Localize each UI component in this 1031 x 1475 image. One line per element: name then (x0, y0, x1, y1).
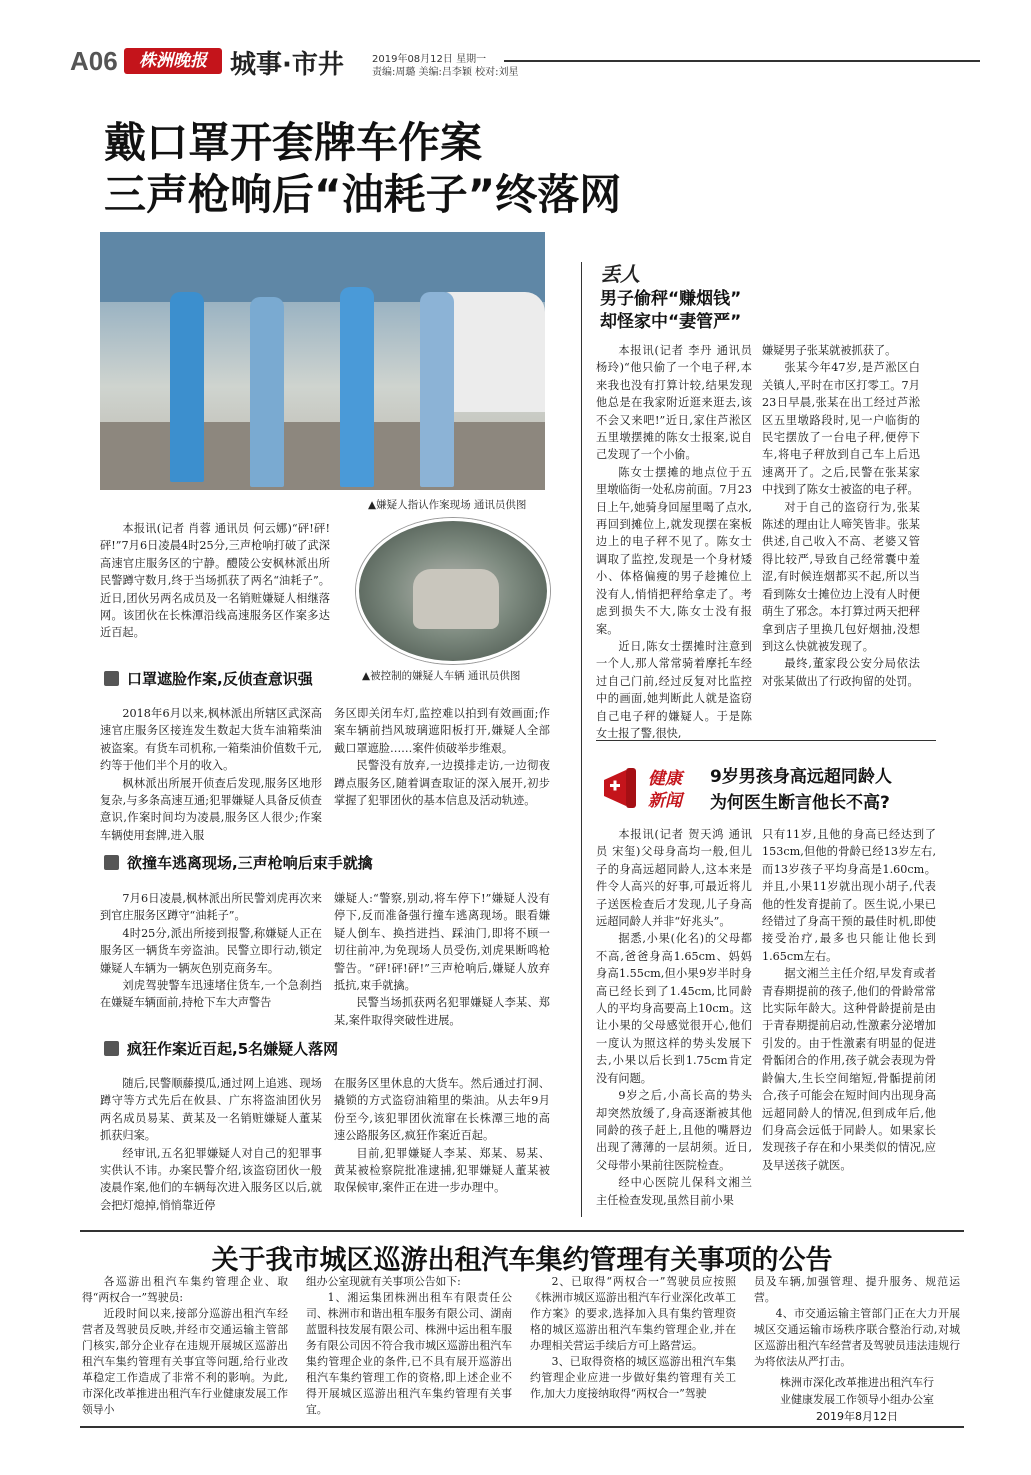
paragraph: 据悉,小果(化名)的父母都不高,爸爸身高1.65cm、妈妈身高1.55cm,但小果9岁半时身高已经长到了1.45cm,比同龄人的平均身高要高上10cm。这让小果的父母感觉很开心,他们一度认为照这样的势头发展下去,小果以后长到1.75cm肯定没有问题。 (596, 932, 752, 1085)
paragraph: 4、市交通运输主管部门正在大力开展城区交通运输市场秩序联合整治行动,对城区巡游出租汽车经营者及驾驶员违法违规行为将依法从严打击。 (754, 1307, 960, 1368)
health-news-badge (600, 760, 696, 812)
page-header (70, 44, 980, 80)
police-figure-2 (420, 292, 454, 487)
paragraph: 民警没有放弃,一边摸排走访,一边彻夜蹲点服务区,随着调查取证的深入展开,初步掌握了犯罪团伙的基本信息及活动轨迹。 (334, 759, 550, 808)
notice-col-4 (754, 1274, 960, 1370)
health-badge-line-2: 新闻 (648, 791, 682, 811)
paragraph: 只有11岁,且他的身高已经达到了153cm,但他的骨龄已经13岁左右,而13岁孩子平均身高是1.60cm。并且,小果11岁就出现小胡子,代表他的性发育提前了。医生说,小果已经错过了身高干预的最佳时机,即使接受治疗,最多也只能让他长到1.65cm左右。 (762, 828, 936, 963)
paragraph: 随后,民警顺藤摸瓜,通过网上追逃、现场蹲守等方式先后在攸县、广东将盗油团伙另两名成员易某、黄某及一名销赃嫌疑人董某抓获归案。 (100, 1077, 322, 1143)
paragraph: 近段时间以来,接部分巡游出租汽车经营者及驾驶员反映,并经市交通运输主管部门核实,部分企业存在违规开展城区巡游出租汽车集约管理有关事宜等问题,给行业改革稳定工作造成了非常不利的影响。为此,市深化改革推进出租汽车行业健康发展工作领导小 (82, 1307, 288, 1416)
vehicle-shape (413, 569, 499, 629)
suspect-figure-2 (340, 287, 374, 487)
square-bullet-icon (104, 671, 119, 686)
paragraph: 嫌疑男子张某就被抓获了。 (762, 344, 897, 357)
newspaper-logo: 株洲晚报 (124, 48, 222, 74)
notice-title: 关于我市城区巡游出租汽车集约管理有关事项的公告 (211, 1245, 833, 1276)
paragraph: 陈女士摆摊的地点位于五里墩临街一处私房前面。7月23日上午,她骑身回屋里喝了点水,再回到摊位上,就发现摆在案板边上的电子秤不见了。陈女士调取了监控,发现是一个身材矮小、体格偏瘦的男子趁摊位上没有人,悄悄把秤给拿走了。考虑到损失不大,陈女士没有报案。 (596, 465, 752, 636)
section3-heading (104, 1038, 338, 1059)
paragraph: 民警当场抓获两名犯罪嫌疑人李某、郑某,案件取得突破性进展。 (334, 996, 550, 1027)
lose-title-line-2: 却怪家中“妻管严” (600, 312, 742, 332)
paragraph: 组办公室现就有关事项公告如下: (306, 1275, 461, 1288)
paragraph: 本报讯(记者 李丹 通讯员 杨玲)“他只偷了一个电子秤,本来我也没有打算计较,结果发现他总是在我家附近逛来逛去,该不会又来吧!”近日,家住芦淞区五里墩摆摊的陈女士报案,说自己发现了一个小偷。 (596, 344, 752, 462)
column-divider (581, 262, 582, 1217)
road-area (100, 422, 545, 490)
health-title-line-1: 9岁男孩身高远超同龄人 (710, 767, 892, 787)
health-title-line-2: 为何医生断言他长不高? (710, 793, 890, 813)
signature-date: 2019年8月12日 (816, 1410, 898, 1423)
paragraph: 经审讯,五名犯罪嫌疑人对自己的犯罪事实供认不讳。办案民警介绍,该盗窃团伙一般凌晨作案,他们的车辆每次进入服务区以后,就会把灯熄掉,悄悄靠近停 (100, 1146, 322, 1212)
health-badge-line-1: 健康 (648, 769, 682, 789)
paragraph: 本报讯(记者 贺天鸿 通讯员 宋玺)父母身高均一般,但儿子的身高远超同龄人,这本来是件令人高兴的好事,可最近将儿子送医检查后才发现,儿子身高远超同龄人并非“好兆头”。 (596, 828, 752, 929)
notice-col-3 (530, 1274, 736, 1402)
paragraph: 经中心医院儿保科文湘兰主任检查发现,虽然目前小果 (596, 1176, 752, 1207)
headline-line-2: 三声枪响后“油耗子”终落网 (104, 170, 622, 219)
photo2-caption: ▲被控制的嫌疑人车辆 通讯员供图 (362, 670, 521, 682)
headline-line-1: 戴口罩开套牌车作案 (104, 118, 483, 167)
section2-heading-text: 欲撞车逃离现场,三声枪响后束手就擒 (127, 854, 373, 872)
intro-text: 本报讯(记者 肖蓉 通讯员 何云娜)“砰!砰!砰!”7月6日凌晨4时25分,三声枪响打破了武深高速官庄服务区的宁静。醴陵公安枫林派出所民警蹲守数月,终于当场抓获了两名“油耗子”。近日,团伙另两名成员及一名销赃嫌疑人相继落网。该团伙在长株潭沿线高速服务区作案多达近百起。 (100, 522, 330, 640)
paragraph: 1、湘运集团株洲出租车有限责任公司、株洲市和谐出租车服务有限公司、湖南蓝盟科技发展有限公司、株洲中运出租车服务有限公司因不符合我市城区巡游出租汽车集约管理企业的条件,已不具有展开巡游出租汽车集约管理工作的资格,即上述企业不得开展城区巡游出租汽车集约管理有关事宜。 (306, 1291, 512, 1416)
section1-heading (104, 668, 313, 689)
section2-col-right (334, 890, 550, 1029)
staff-line: 责编:周璐 美编:吕李颖 校对:刘星 (372, 67, 519, 78)
paragraph: 枫林派出所展开侦查后发现,服务区地形复杂,与多条高速互通;犯罪嫌疑人具备反侦查意识,作案时间均为凌晨,服务区人很少;作案车辆使用套牌,进入服 (100, 776, 322, 842)
paragraph: 3、已取得资格的城区巡游出租汽车集约管理企业应进一步做好集约管理有关工作,加大力度接纳取得“两权合一”驾驶 (530, 1355, 736, 1400)
header-rule (504, 60, 980, 62)
intro-paragraph (100, 520, 330, 642)
paragraph: 2、已取得“两权合一”驾驶员应按照《株洲市城区巡游出租汽车行业深化改革工作方案》的要求,选择加入具有集约管理资格的城区巡游出租汽车集约管理企业,并在办理相关营运手续后方可上路营运。 (530, 1275, 736, 1352)
lose-tag-icon: 丢人 (600, 262, 640, 286)
paragraph: 对于自己的盗窃行为,张某陈述的理由让人啼笑皆非。张某供述,自己收入不高、老婆又管得比较严,导致自己经常囊中羞涩,有时候连烟都买不起,所以当看到陈女士摊位边上没有人时便萌生了邪念。本打算过两天把秤拿到店子里换几包好烟抽,没想到这么快就被发现了。 (762, 500, 920, 653)
square-bullet-icon (104, 855, 119, 870)
notice-signature (754, 1374, 960, 1425)
section1-col-left (100, 705, 322, 844)
section3-heading-text: 疯狂作案近百起,5名嫌疑人落网 (127, 1040, 339, 1058)
section2-heading (104, 852, 373, 873)
paragraph: 9岁之后,小高长高的势头却突然放缓了,身高逐渐被其他同龄的孩子赶上,且他的嘴唇边出现了薄薄的一层胡须。近日,父母带小果前往医院检查。 (596, 1089, 752, 1172)
lose-col-left (596, 342, 752, 742)
suspect-scene-photo (100, 232, 545, 490)
paragraph: 嫌疑人:“警察,别动,将车停下!”嫌疑人没有停下,反而准备强行撞车逃离现场。眼看嫌疑人倒车、换挡进挡、踩油门,即将不顾一切往前冲,为免现场人员受伤,刘虎果断鸣枪警告。“砰!砰!砰!”三声枪响后,嫌疑人放弃抵抗,束手就擒。 (334, 892, 550, 993)
paragraph: 7月6日凌晨,枫林派出所民警刘虎再次来到官庄服务区蹲守“油耗子”。 (100, 892, 322, 923)
paragraph: 各巡游出租汽车集约管理企业、取得“两权合一”驾驶员: (82, 1275, 288, 1304)
photo1-caption: ▲嫌疑人指认作案现场 通讯员供图 (368, 499, 527, 511)
notice-col-2 (306, 1274, 512, 1418)
paragraph: 务区即关闭车灯,监控难以拍到有效画面;作案车辆前挡风玻璃遮阳板打开,嫌疑人全部戴口罩遮脸……案件侦破举步维艰。 (334, 707, 550, 755)
paragraph: 近日,陈女士摆摊时注意到一个人,那人常常骑着摩托车经过自己门前,经过反复对比监控中的画面,她判断此人就是盗窃自己电子秤的嫌疑人。于是陈女士报了警,很快, (596, 639, 752, 740)
suspect-vehicle-photo (356, 518, 550, 664)
paragraph: 张某今年47岁,是芦淞区白关镇人,平时在市区打零工。7月23日早晨,张某在出工经过芦淞区五里墩路段时,见一户临街的民宅摆放了一台电子秤,便停下车,将电子秤放到自己车上后迅速离开了。之后,民警在张某家中找到了陈女士被盗的电子秤。 (762, 361, 920, 497)
health-col-right (762, 826, 936, 1174)
public-notice (80, 1230, 964, 1428)
health-col-left (596, 826, 752, 1209)
megaphone-icon (600, 766, 648, 810)
section1-heading-text: 口罩遮脸作案,反侦查意识强 (127, 670, 313, 688)
lose-col-right (762, 342, 920, 690)
article-divider (596, 740, 936, 741)
paragraph: 目前,犯罪嫌疑人李某、郑某、易某、黄某被检察院批准逮捕,犯罪嫌疑人董某被取保候审,案件正在进一步办理中。 (334, 1146, 550, 1195)
square-bullet-icon (104, 1041, 119, 1056)
paragraph: 在服务区里休息的大货车。然后通过打洞、撬锁的方式盗窃油箱里的柴油。从去年9月份至今,该犯罪团伙流窜在长株潭三地的高速公路服务区,疯狂作案近百起。 (334, 1077, 550, 1143)
paragraph: 刘虎驾驶警车迅速堵住货车,一个急刹挡在嫌疑车辆面前,持枪下车大声警告 (100, 979, 322, 1010)
paragraph: 4时25分,派出所接到报警,称嫌疑人正在服务区一辆货车旁盗油。民警立即行动,锁定嫌疑人车辆为一辆灰色别克商务车。 (100, 926, 322, 975)
section3-col-right (334, 1075, 550, 1197)
signature-line-1: 株洲市深化改革推进出租汽车行 (780, 1376, 934, 1389)
section1-col-right (334, 705, 550, 809)
paragraph: 据文湘兰主任介绍,早发育或者青春期提前的孩子,他们的骨龄常常比实际年龄大。这种骨龄提前是由于青春期提前启动,性激素分泌增加引发的。由于性激素有明显的促进骨骺闭合的作用,孩子就会表现为骨龄偏大,生长空间缩短,骨骺提前闭合,孩子可能会在短时间内出现身高远超同龄人的情况,但到成年后,他们身高会远低于同龄人。如果家长发现孩子存在和小果类似的情况,应及早送孩子就医。 (762, 967, 936, 1172)
section3-col-left (100, 1075, 322, 1214)
page-number: A06 (70, 46, 118, 76)
signature-line-2: 业健康发展工作领导小组办公室 (780, 1393, 934, 1406)
section-title: 城事·市井 (230, 50, 344, 80)
date-line: 2019年08月12日 星期一 (372, 54, 487, 65)
paragraph: 2018年6月以来,枫林派出所辖区武深高速官庄服务区接连发生数起大货车油箱柴油被盗案。有货车司机称,一箱柴油价值数千元,约等于他们半个月的收入。 (100, 707, 322, 773)
lose-title-line-1: 男子偷秤“赚烟钱” (600, 289, 742, 309)
suspect-figure-1 (170, 292, 204, 482)
police-figure-1 (250, 297, 284, 487)
paragraph: 员及车辆,加强管理、提升服务、规范运营。 (754, 1275, 960, 1304)
notice-col-1 (82, 1274, 288, 1418)
section2-col-left (100, 890, 322, 1012)
paragraph: 最终,董家段公安分局依法对张某做出了行政拘留的处罚。 (762, 657, 920, 688)
